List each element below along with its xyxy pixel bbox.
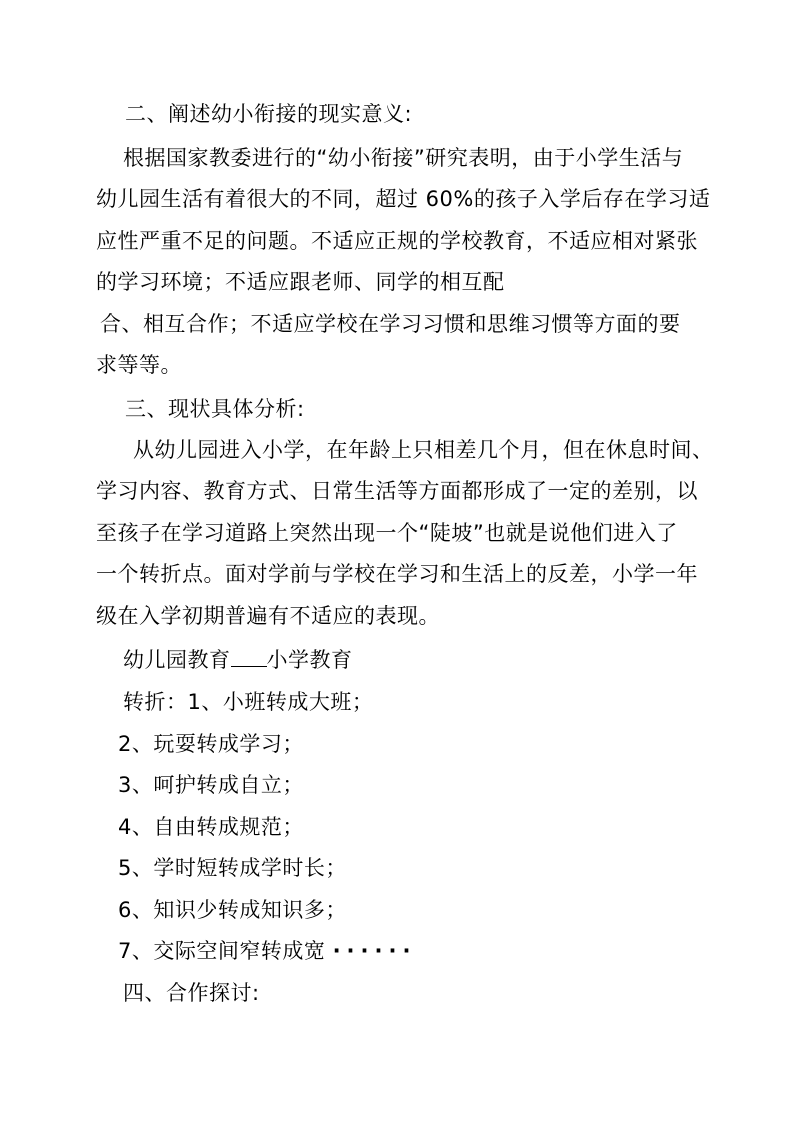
ellipsis: ······ [332, 939, 417, 963]
paragraph-line: 一个转折点。面对学前与学校在学习和生活上的反差，小学一年 [96, 562, 698, 586]
blank-underline [231, 648, 267, 667]
paragraph-line: 根据国家教委进行的“幼小衔接”研究表明，由于小学生活与 [123, 146, 684, 170]
comparison-line [123, 646, 353, 674]
turn-item: 1、小班转成大班； [187, 690, 374, 714]
paragraph-line: 合、相互合作；不适应学校在学习习惯和思维习惯等方面的要 [100, 312, 681, 336]
paragraph-line: 求等等。 [96, 353, 182, 377]
turn-item: 3、呵护转成自立； [118, 773, 304, 797]
turning-label: 转折： [123, 690, 188, 714]
paragraph-line: 学习内容、教育方式、日常生活等方面都形成了一定的差别，以 [96, 479, 698, 503]
turn-item: 2、玩耍转成学习； [118, 732, 304, 756]
paragraph-line: 应性严重不足的问题。不适应正规的学校教育，不适应相对紧张 [96, 229, 698, 253]
paragraph-line: 从幼儿园进入小学，在年龄上只相差几个月，但在休息时间、 [133, 438, 714, 462]
turn-line [118, 937, 416, 965]
comparison-right: 小学教育 [266, 648, 353, 672]
section-heading-3: 三、现状具体分析: [125, 397, 305, 421]
turn-item: 5、学时短转成学时长； [118, 856, 347, 880]
turn-line [123, 688, 373, 716]
paragraph-line: 的学习环境；不适应跟老师、同学的相互配 [96, 270, 505, 294]
comparison-left: 幼儿园教育 [123, 648, 231, 672]
paragraph-line: 幼儿园生活有着很大的不同，超过 60%的孩子入学后存在学习适 [96, 187, 711, 211]
turn-item: 6、知识少转成知识多； [118, 898, 347, 922]
section-heading-4: 四、合作探讨: [123, 981, 260, 1005]
turn-item: 7、交际空间窄转成宽 [118, 939, 326, 963]
section-heading-2: 二、阐述幼小衔接的现实意义: [125, 102, 413, 126]
paragraph-line: 至孩子在学习道路上突然出现一个“陡坡”也就是说他们进入了 [96, 521, 678, 545]
paragraph-line: 级在入学初期普遍有不适应的表现。 [96, 604, 440, 628]
turn-item: 4、自由转成规范； [118, 815, 304, 839]
